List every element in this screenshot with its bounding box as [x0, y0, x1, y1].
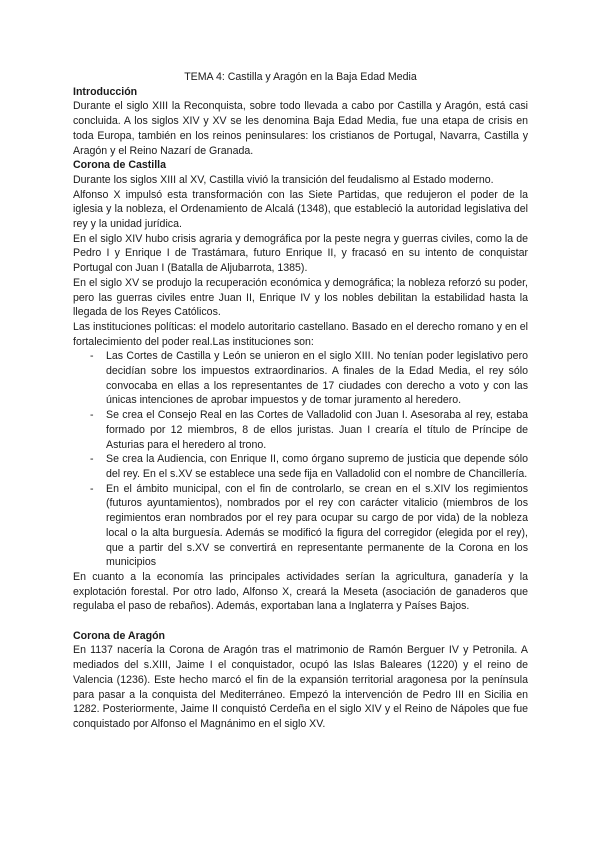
aragon-paragraph: En 1137 nacería la Corona de Aragón tras el matrimonio de Ramón Berguer IV y Petronila. A mediados del s.XIII, Jaime I el conquistador, ocupó las Islas Baleares (1220) y el reino de Valencia (1236). Este hecho marcó el fin de la expansión territorial aragonesa por la península para pasar a la conquista del Mediterráneo. Empezó la intervención de Pedro III en Sicilia en 1282. Posteriormente, Jaime II conquistó Cerdeña en el siglo XIV y el Reino de Nápoles que fue conquistado por Alfonso el Magnánimo en el siglo XV. [73, 644, 528, 730]
aragon-heading: Corona de Aragón [73, 629, 166, 642]
document-page [73, 70, 528, 732]
page-title: TEMA 4: Castilla y Aragón en la Baja Edad Media [184, 71, 417, 83]
castilla-paragraph-1: Durante los siglos XIII al XV, Castilla vivió la transición del feudalismo al Estado moderno. [73, 173, 494, 186]
list-item-text: Las Cortes de Castilla y León se unieron en el siglo XIII. No tenían poder legislativo pero decidían sobre los impuestos extraordinarios. A finales de la Edad Media, el rey sólo convocaba en ellas a los representantes de 17 ciudades con derecho a voto y con las únicas intenciones de aprobar impuestos y de tomar juramento al heredero. [106, 350, 528, 407]
list-item-text: En el ámbito municipal, con el fin de controlarlo, se crean en el s.XIV los regimientos (futuros ayuntamientos), nombrados por el rey con carácter vitalicio (miembros de los regimientos eran nombrados por el rey para ocupar su cargo de por vida) de la nobleza local o la alta burguesía. Además se modificó la figura del corregidor (elegida por el rey), que a partir del s.XV se convertirá en representante permanente de la Corona en los municipios [106, 482, 528, 569]
castilla-heading: Corona de Castilla [73, 159, 167, 172]
intro-heading: Introducción [73, 85, 138, 98]
list-item [73, 349, 528, 408]
list-bullet: - [90, 409, 94, 422]
list-item-text: Se crea la Audiencia, con Enrique II, como órgano supremo de justicia que depende sólo del rey. En el s.XV se establece una sede fija en Valladolid con el nombre de Chancillería. [106, 453, 528, 480]
list-bullet: - [90, 350, 94, 363]
castilla-paragraph-5: Las instituciones políticas: el modelo autoritario castellano. Basado en el derecho romano y en el fortalecimiento del poder real.Las instituciones son: [73, 320, 528, 348]
castilla-paragraph-6: En cuanto a la economía las principales actividades serían la agricultura, ganadería y la explotación forestal. Por otro lado, Alfonso X, creará la Meseta (asociación de ganaderos que regulaba el paso de rebaños). Además, exportaban lana a Inglaterra y Países Bajos. [73, 570, 528, 613]
list-item [73, 408, 528, 452]
list-bullet: - [90, 482, 94, 495]
castilla-paragraph-2: Alfonso X impulsó esta transformación con las Siete Partidas, que redujeron el poder de la iglesia y la nobleza, el Ordenamiento de Alcalá (1348), que estableció la autoridad legislativa del rey y la unidad jurídica. [73, 188, 528, 231]
castilla-paragraph-3: En el siglo XIV hubo crisis agraria y demográfica por la peste negra y guerras civiles, como la de Pedro I y Enrique I de Trastámara, futuro Enrique II, y fracasó en su intento de conquistar Portugal con Juan I (Batalla de Aljubarrota, 1385). [73, 232, 528, 275]
list-bullet: - [90, 453, 94, 466]
list-item [73, 482, 528, 570]
intro-paragraph: Durante el siglo XIII la Reconquista, sobre todo llevada a cabo por Castilla y Aragón, está casi concluida. A los siglos XIV y XV se les denomina Baja Edad Media, fue una etapa de crisis en toda Europa, también en los reinos peninsulares: los cristianos de Portugal, Navarra, Castilla y Aragón y el Reino Nazarí de Granada. [73, 100, 528, 157]
castilla-paragraph-4: En el siglo XV se produjo la recuperación económica y demográfica; la nobleza reforzó su poder, pero las guerras civiles entre Juan II, Enrique IV y los nobles debilitan la estabilidad hasta la llegada de los Reyes Católicos. [73, 276, 528, 319]
institutions-list [73, 349, 528, 570]
list-item-text: Se crea el Consejo Real en las Cortes de Valladolid con Juan I. Asesoraba al rey, estaba formado por 12 miembros, 8 de ellos juristas. Juan I crearía el título de Príncipe de Asturias para el heredero al trono. [106, 409, 528, 451]
list-item [73, 452, 528, 481]
section-spacer [73, 614, 528, 629]
